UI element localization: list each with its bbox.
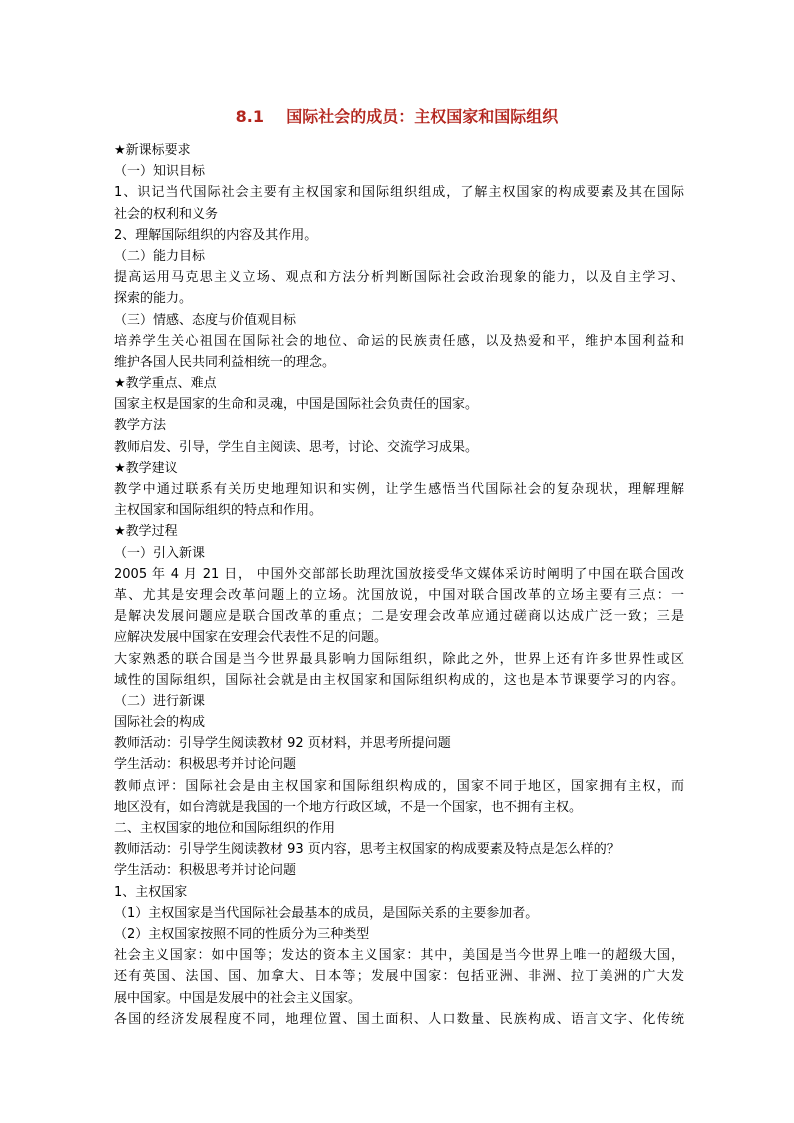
text-line: 二、主权国家的地位和国际组织的作用 (114, 821, 336, 836)
text-line: 学生活动：积极思考并讨论问题 (114, 757, 297, 773)
text-line: 主权国家和国际组织的特点和作用。 (114, 503, 323, 519)
text-line: 国际社会的构成 (114, 715, 206, 731)
text-line: 教师活动：引导学生阅读教材 92 页材料，并思考所提问题 (114, 736, 451, 752)
text-line: 1、主权国家 (114, 884, 188, 900)
text-line: （1）主权国家是当代国际社会最基本的成员，是国际关系的主要参加者。 (114, 905, 539, 921)
text-line: （一）知识目标 (114, 164, 206, 180)
text-line: （二）进行新课 (114, 693, 206, 709)
text-line: 教学中通过联系有关历史地理知识和实例，让学生感悟当代国际社会的复杂现状，理解理解 (114, 482, 684, 497)
text-line: 大家熟悉的联合国是当今世界最具影响力国际组织，除此之外，世界上还有许多世界性或区 (114, 651, 684, 667)
text-line: 探索的能力。 (114, 291, 193, 307)
text-line: ★新课标要求 (114, 143, 191, 158)
text-line: （一）引入新课 (114, 545, 206, 561)
text-line: 社会主义国家：如中国等；发达的资本主义国家：其中，美国是当今世界上唯一的超级大国， (114, 948, 684, 964)
text-line: 2、理解国际组织的内容及其作用。 (114, 227, 318, 243)
text-line: （2）主权国家按照不同的性质分为三种类型 (114, 926, 370, 942)
text-line: 还有英国、法国、国、加拿大、日本等；发展中国家：包括亚洲、非洲、拉丁美洲的广大发 (114, 969, 684, 985)
text-line: 国家主权是国家的生命和灵魂，中国是国际社会负责任的国家。 (114, 397, 479, 413)
text-line: 学生活动：积极思考并讨论问题 (114, 863, 297, 879)
text-line: ★教学重点、难点 (114, 376, 217, 392)
text-line: （三）情感、态度与价值观目标 (114, 312, 297, 328)
text-line: ★教学建议 (114, 460, 178, 476)
text-line: 维护各国人民共同利益相统一的理念。 (114, 354, 336, 370)
text-line: 教师点评：国际社会是由主权国家和国际组织构成的，国家不同于地区，国家拥有主权，而 (114, 778, 684, 794)
text-line: 域性的国际组织，国际社会就是由主权国家和国际组织构成的，这也是本节课要学习的内容。 (114, 672, 684, 688)
text-line: 教师启发、引导，学生自主阅读、思考，讨论、交流学习成果。 (114, 439, 479, 455)
text-line: 各国的经济发展程度不同，地理位置、国土面积、人口数量、民族构成、语言文字、化传统 (114, 1011, 684, 1027)
text-line: 2005 年 4 月 21 日， 中国外交部部长助理沈国放接受华文媒体采访时阐明了中国在联合国改 (114, 566, 684, 582)
text-line: 社会的权利和义务 (114, 206, 219, 222)
text-line: 应解决发展中国家在安理会代表性不足的问题。 (114, 630, 388, 646)
text-line: 革、尤其是安理会改革问题上的立场。沈国放说，中国对联合国改革的立场主要有三点：一 (114, 587, 684, 603)
text-line: 培养学生关心祖国在国际社会的地位、命运的民族责任感，以及热爱和平，维护本国利益和 (114, 333, 684, 349)
text-line: 是解决发展问题应是联合国改革的重点；二是安理会改革应通过磋商以达成广泛一致；三是 (114, 609, 684, 625)
text-line: 展中国家。中国是发展中的社会主义国家。 (114, 990, 362, 1006)
text-line: ★教学过程 (114, 524, 178, 540)
text-line: 提高运用马克思主义立场、观点和方法分析判断国际社会政治现象的能力，以及自主学习、 (114, 270, 684, 286)
text-line: （二）能力目标 (114, 248, 206, 264)
text-line: 教学方法 (114, 418, 167, 434)
document-title: 8.1 国际社会的成员：主权国家和国际组织 (235, 107, 559, 126)
text-line: 地区没有，如台湾就是我国的一个地方行政区域，不是一个国家，也不拥有主权。 (114, 799, 583, 815)
text-line: 教师活动：引导学生阅读教材 93 页内容，思考主权国家的构成要素及特点是怎么样的？ (114, 842, 620, 858)
document-body (114, 140, 684, 1030)
text-line: 1、识记当代国际社会主要有主权国家和国际组织组成，了解主权国家的构成要素及其在国际 (114, 185, 684, 201)
